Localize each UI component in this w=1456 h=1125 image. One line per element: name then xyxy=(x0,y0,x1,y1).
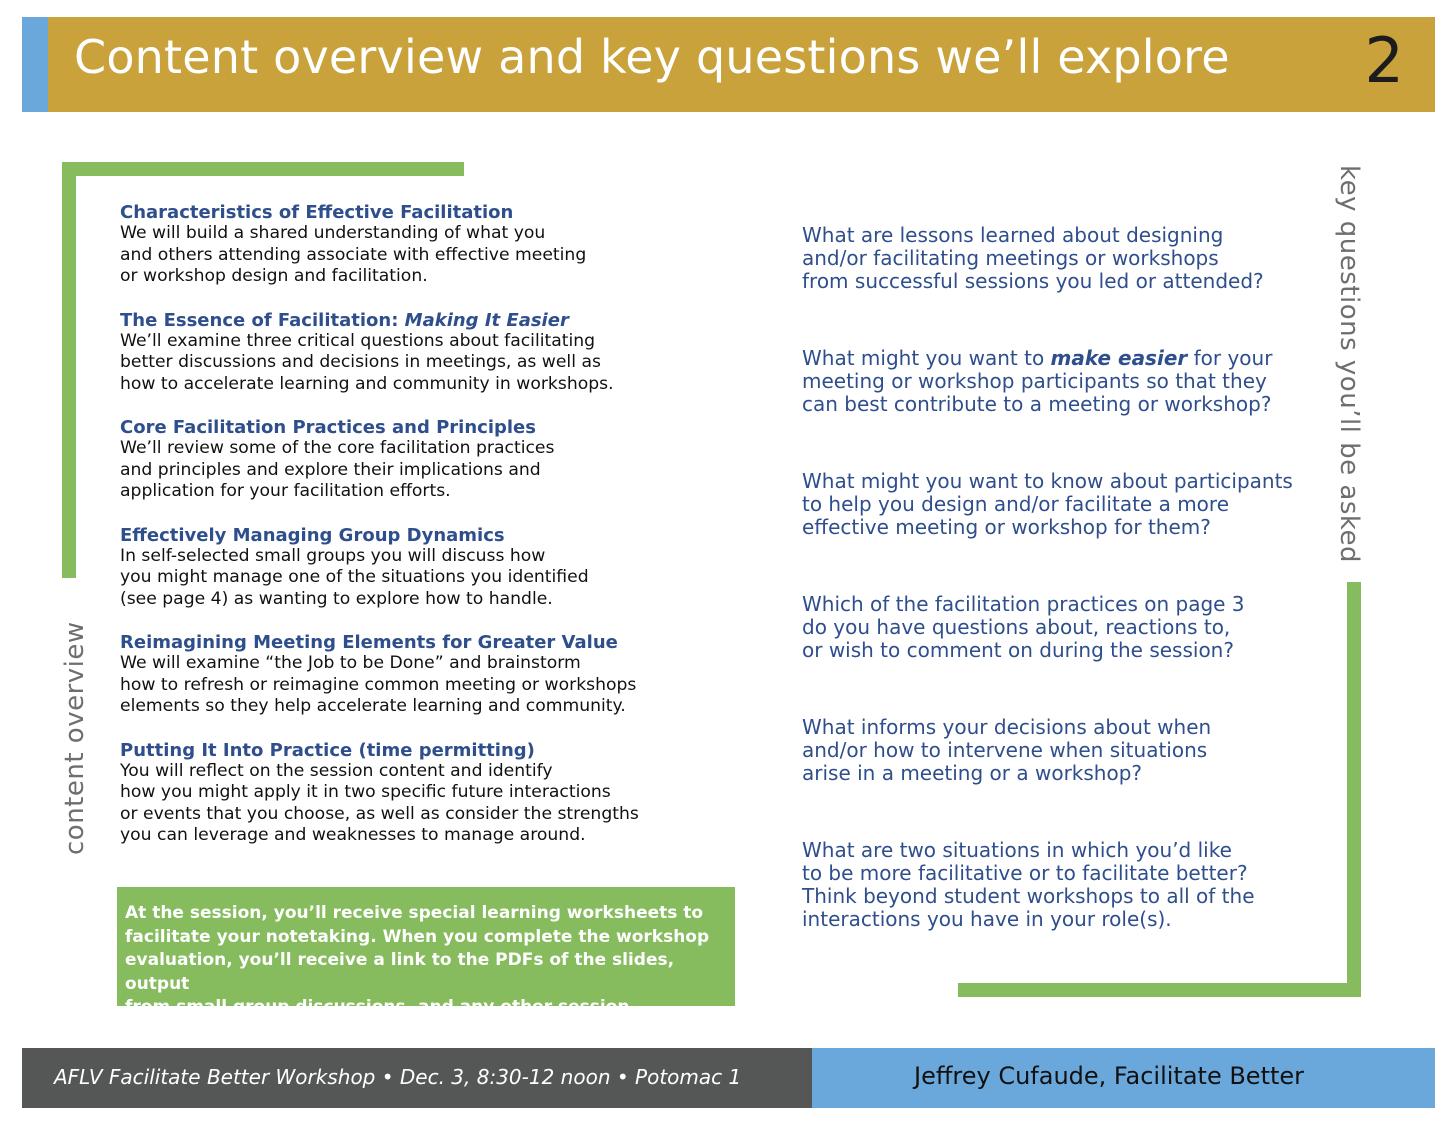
section-title: Core Facilitation Practices and Principles xyxy=(120,417,536,438)
question-item: What are two situations in which you’d like to be more facilitative or to facilitate better? Think beyond student workshops to all of the interactions you have in your role(s). xyxy=(802,838,1255,931)
key-questions-label: key questions you’ll be asked xyxy=(1334,165,1364,564)
question-text-after: for your meeting or workshop participants so that they can best contribute to a meeting or workshop? xyxy=(802,346,1273,416)
right-bracket-side xyxy=(1347,582,1361,997)
left-bracket-side xyxy=(62,162,76,578)
note-text: At the session, you’ll receive special learning worksheets to facilitate your notetaking. When you complete the workshop evaluation, you’ll receive a link to the PDFs of the slides, output from small group discussions, and any other session materials. xyxy=(125,903,710,1041)
section-body: You will reflect on the session content and identify how you might apply it in two specific future interactions or events that you choose, as well as consider the strengths you can leverage and weaknesses to manage around. xyxy=(120,760,639,845)
question-item: What might you want to know about participants to help you design and/or facilitate a more effective meeting or workshop for them? xyxy=(802,469,1293,539)
page-title: Content overview and key questions we’ll explore xyxy=(74,30,1230,84)
section-title-main: The Essence of Facilitation: xyxy=(120,309,405,331)
section-title: Characteristics of Effective Facilitation xyxy=(120,202,514,223)
right-bracket-bottom xyxy=(958,983,1361,997)
section-characteristics xyxy=(120,202,680,288)
question-item: What are lessons learned about designing and/or facilitating meetings or workshops from successful sessions you led or attended? xyxy=(802,223,1264,293)
content-overview-label: content overview xyxy=(60,621,90,855)
section-group-dynamics xyxy=(120,525,680,611)
section-essence xyxy=(120,310,680,396)
footer-event-info: AFLV Facilitate Better Workshop • Dec. 3, 8:30-12 noon • Potomac 1 xyxy=(54,1065,742,1089)
section-title xyxy=(120,310,680,331)
left-bracket-top xyxy=(62,162,464,176)
section-body: We’ll examine three critical questions about facilitating better discussions and decisions in meetings, as well as how to accelerate learning and community in workshops. xyxy=(120,330,614,394)
page-number: 2 xyxy=(1364,24,1404,97)
section-body: We will build a shared understanding of what you and others attending associate with effective meeting or workshop design and facilitation. xyxy=(120,223,587,286)
footer-author: Jeffrey Cufaude, Facilitate Better xyxy=(914,1062,1305,1090)
section-body: We will examine “the Job to be Done” and brainstorm how to refresh or reimagine common meeting or workshops elements so they help accelerate learning and community. xyxy=(120,653,637,716)
section-body: We’ll review some of the core facilitation practices and principles and explore their implications and application for your facilitation efforts. xyxy=(120,438,555,501)
section-core-practices xyxy=(120,417,680,503)
session-materials-note xyxy=(117,887,735,1041)
section-title: Effectively Managing Group Dynamics xyxy=(120,524,505,546)
question-item xyxy=(802,347,1322,416)
question-item: What informs your decisions about when and/or how to intervene when situations arise in a meeting or a workshop? xyxy=(802,715,1212,785)
section-title-emphasis: Making It Easier xyxy=(404,309,569,331)
question-item: Which of the facilitation practices on page 3 do you have questions about, reactions to, or wish to comment on during the session? xyxy=(802,592,1245,662)
section-title: Putting It Into Practice (time permitting) xyxy=(120,739,535,761)
section-body: In self-selected small groups you will discuss how you might manage one of the situations you identified (see page 4) as wanting to explore how to handle. xyxy=(120,545,589,609)
section-putting-into-practice xyxy=(120,740,680,847)
question-emphasis: make easier xyxy=(1050,346,1188,370)
section-title: Reimagining Meeting Elements for Greater Value xyxy=(120,632,618,653)
key-questions-list xyxy=(802,224,1322,985)
question-text-before: What might you want to xyxy=(802,346,1051,370)
header-accent-bar xyxy=(22,17,48,112)
content-overview-sections xyxy=(120,202,680,869)
section-reimagining xyxy=(120,632,680,718)
